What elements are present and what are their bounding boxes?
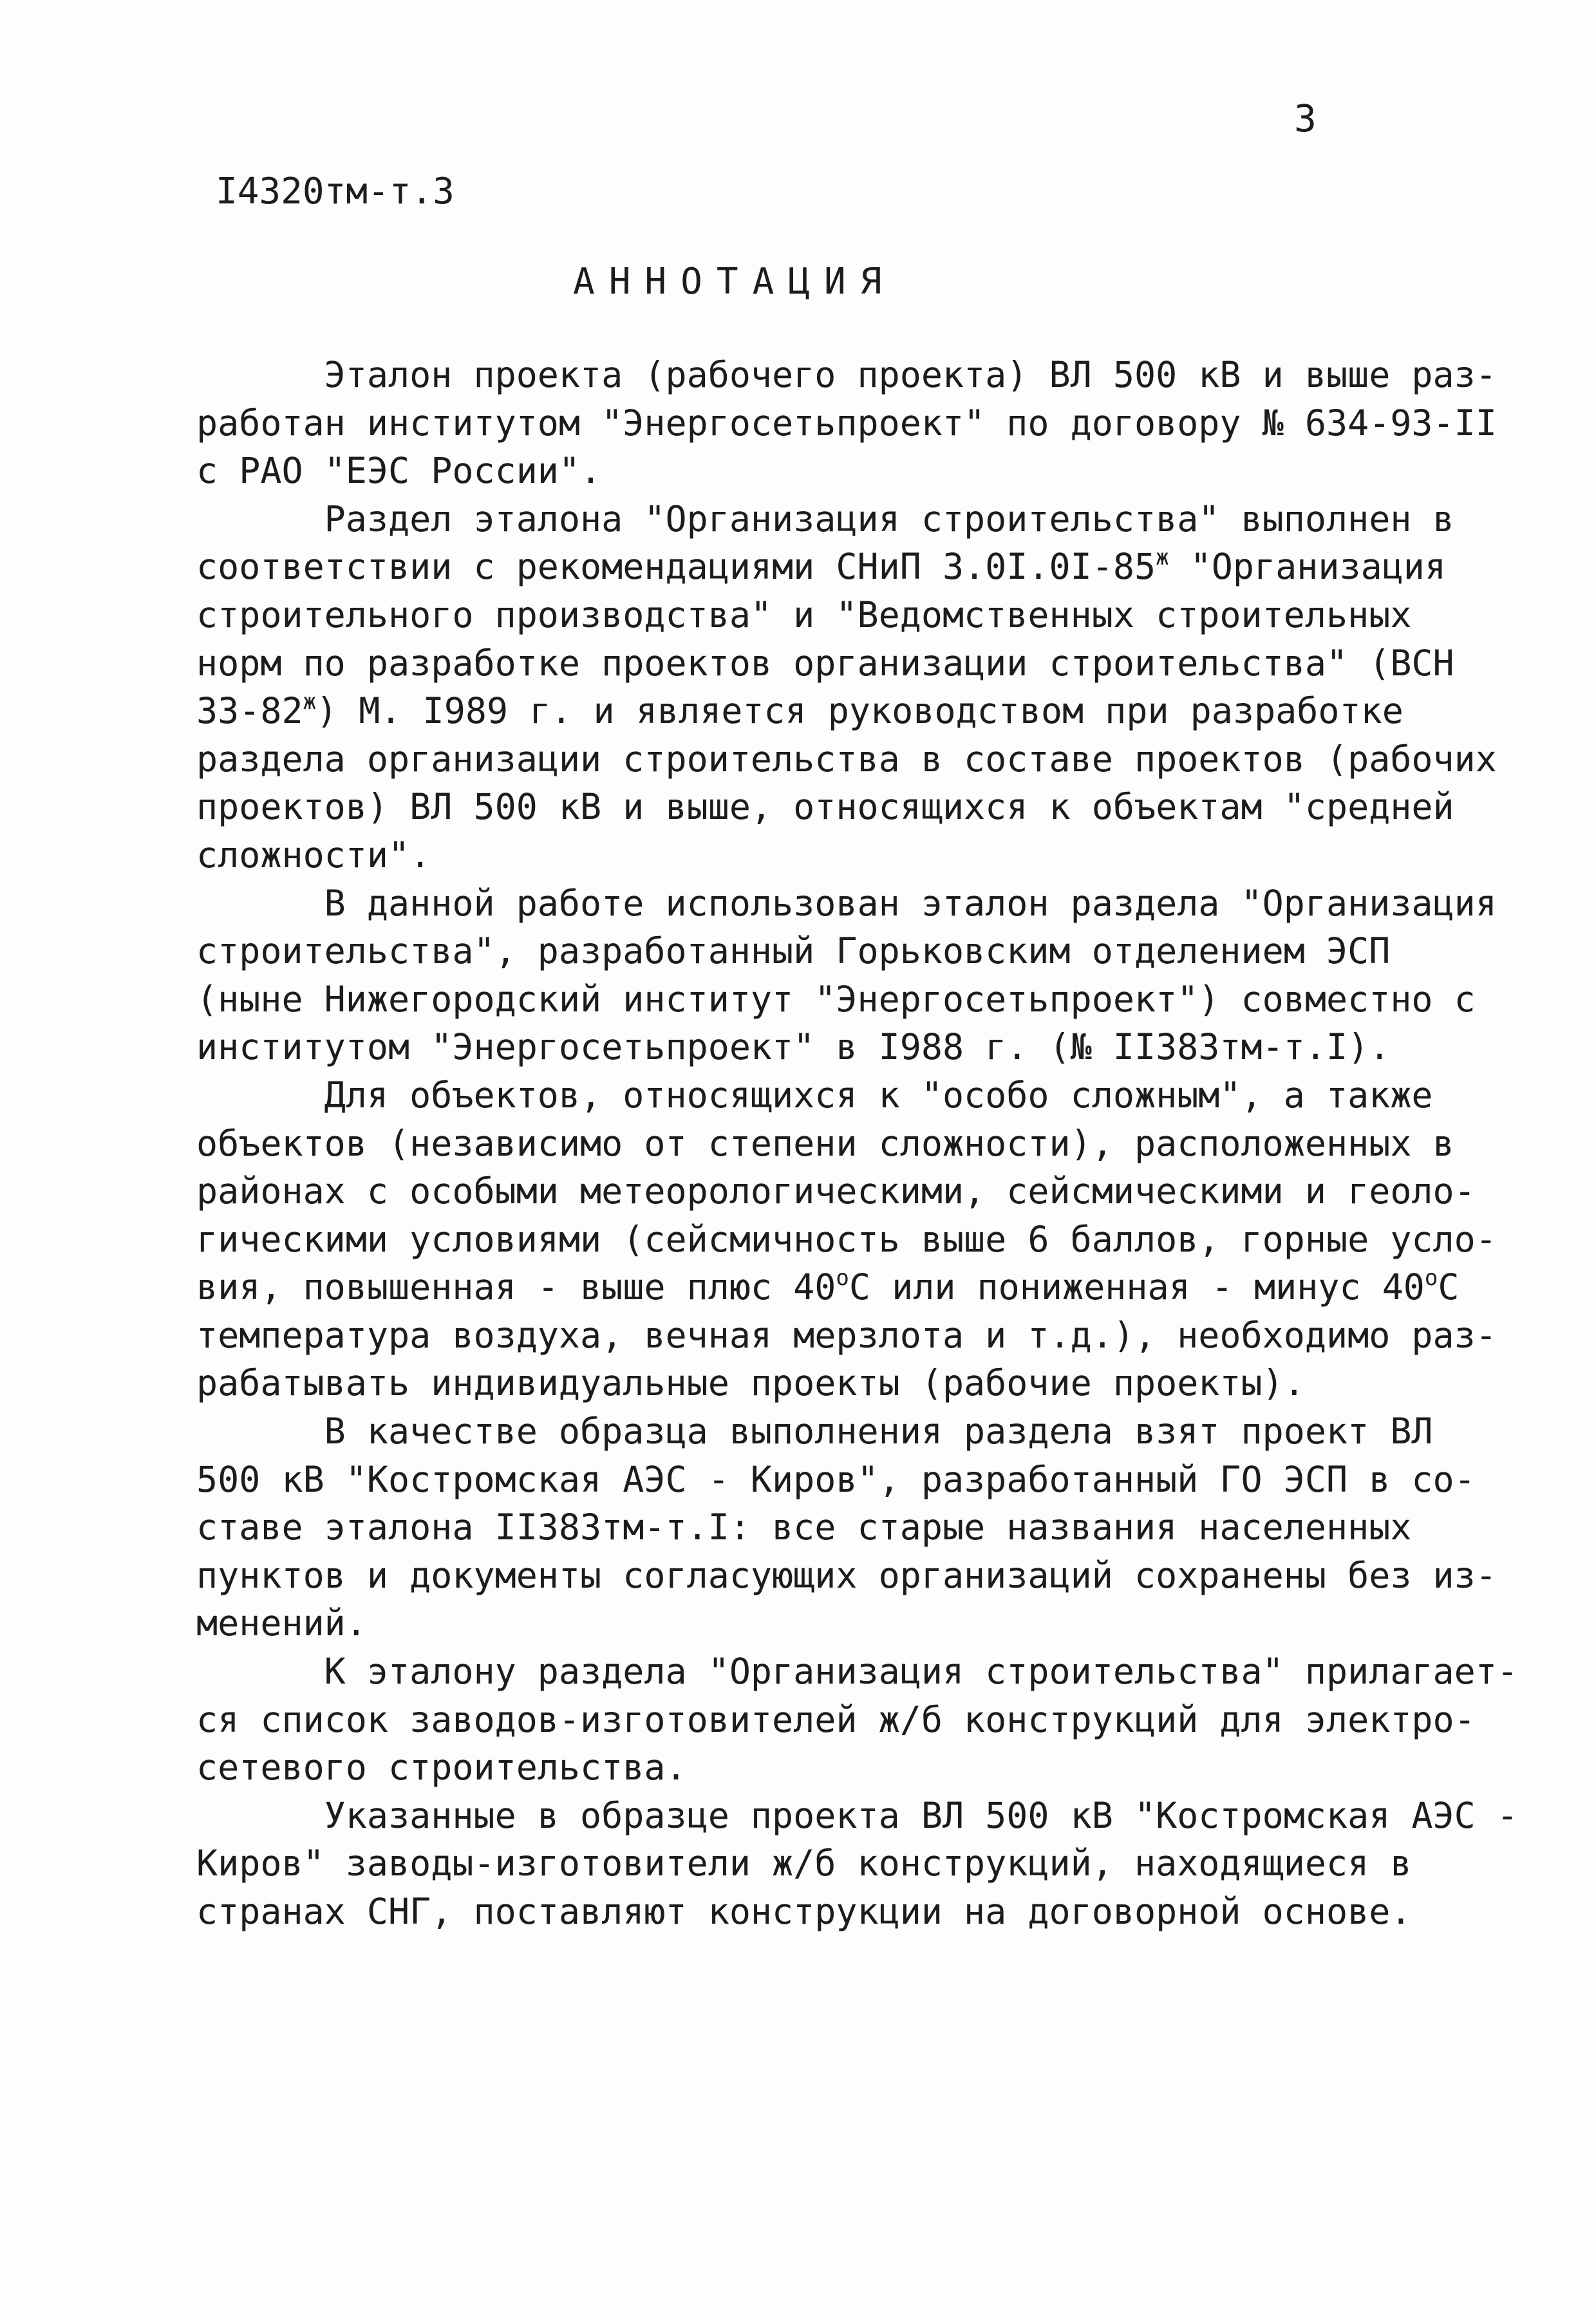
text-line: проектов) ВЛ 500 кВ и выше, относящихся к объектам "средней xyxy=(196,786,1454,828)
text-line: $33-82^ж$) М. I989 г. и является руководством при разработке xyxy=(196,689,1404,732)
text-line: норм по разработке проектов организации строительства" (ВСН xyxy=(196,642,1454,684)
text-line: К эталону раздела "Организация строительства" прилагает- xyxy=(196,1651,1518,1693)
text-line: 500 кВ "Костромская АЭС - Киров", разработанный ГО ЭСП в со- xyxy=(196,1458,1476,1500)
degree-mark: о xyxy=(836,1265,849,1291)
text-line: В качестве образца выполнения раздела взят проект ВЛ xyxy=(196,1411,1433,1452)
superscript-mark: ж xyxy=(303,689,317,715)
superscript-mark: ж xyxy=(1156,545,1169,571)
text-line: с РАО "ЕЭС России". xyxy=(196,450,602,492)
text-line: ся список заводов-изготовителей ж/б конструкций для электро- xyxy=(196,1698,1476,1740)
text-line: странах СНГ, поставляют конструкции на договорной основе. xyxy=(196,1891,1412,1932)
text-line: температура воздуха, вечная мерзлота и т.д.), необходимо раз- xyxy=(196,1314,1497,1356)
text-line: гическими условиями (сейсмичность выше 6 баллов, горные усло- xyxy=(196,1218,1497,1260)
text-line: вия, повышенная - выше плюс $40^оС$ или пониженная - минус $40^оС$ xyxy=(196,1265,1460,1308)
text-line: менений. xyxy=(196,1602,367,1644)
text-line: раздела организации строительства в составе проектов (рабочих xyxy=(196,738,1497,780)
text-line: соответствии с рекомендациями СНиП $3.0I.0I-85^ж$ "Организация xyxy=(196,545,1447,588)
page-number: 3 xyxy=(1294,97,1317,140)
text-line: Указанные в образце проекта ВЛ 500 кВ "Костромская АЭС - xyxy=(196,1794,1518,1836)
text-line: Эталон проекта (рабочего проекта) ВЛ 500 кВ и выше раз- xyxy=(196,354,1497,395)
text-line: сетевого строительства. xyxy=(196,1747,687,1789)
text-line: Раздел эталона "Организация строительства" выполнен в xyxy=(196,498,1454,540)
document-code: I4320тм-т.3 xyxy=(216,171,455,212)
text-line: Киров" заводы-изготовители ж/б конструкций, находящиеся в xyxy=(196,1843,1412,1884)
text-line: В данной работе использован эталон раздела "Организация xyxy=(196,882,1497,924)
text-line: рабатывать индивидуальные проекты (рабочие проекты). xyxy=(196,1362,1305,1404)
text-line: строительного производства" и "Ведомственных строительных xyxy=(196,594,1412,635)
text-line: пунктов и документы согласующих организаций сохранены без из- xyxy=(196,1554,1497,1596)
text-line: Для объектов, относящихся к "особо сложным", а также xyxy=(196,1074,1433,1116)
text-line: сложности". xyxy=(196,834,431,876)
text-line: институтом "Энергосетьпроект" в I988 г. (№ II383тм-т.I). xyxy=(196,1026,1391,1068)
text-line: (ныне Нижегородский институт "Энергосетьпроект") совместно с xyxy=(196,978,1476,1020)
text-line: объектов (независимо от степени сложности), расположенных в xyxy=(196,1122,1454,1164)
degree-mark: о xyxy=(1424,1265,1438,1291)
text-line: работан институтом "Энергосетьпроект" по договору № 634-93-II xyxy=(196,402,1497,444)
text-line: районах с особыми метеорологическими, сейсмическими и геоло- xyxy=(196,1170,1476,1212)
text-line: ставе эталона II383тм-т.I: все старые названия населенных xyxy=(196,1507,1412,1548)
annotation-text xyxy=(196,351,1518,1936)
text-line: строительства", разработанный Горьковским отделением ЭСП xyxy=(196,930,1391,972)
page-title: АННОТАЦИЯ xyxy=(573,261,896,303)
